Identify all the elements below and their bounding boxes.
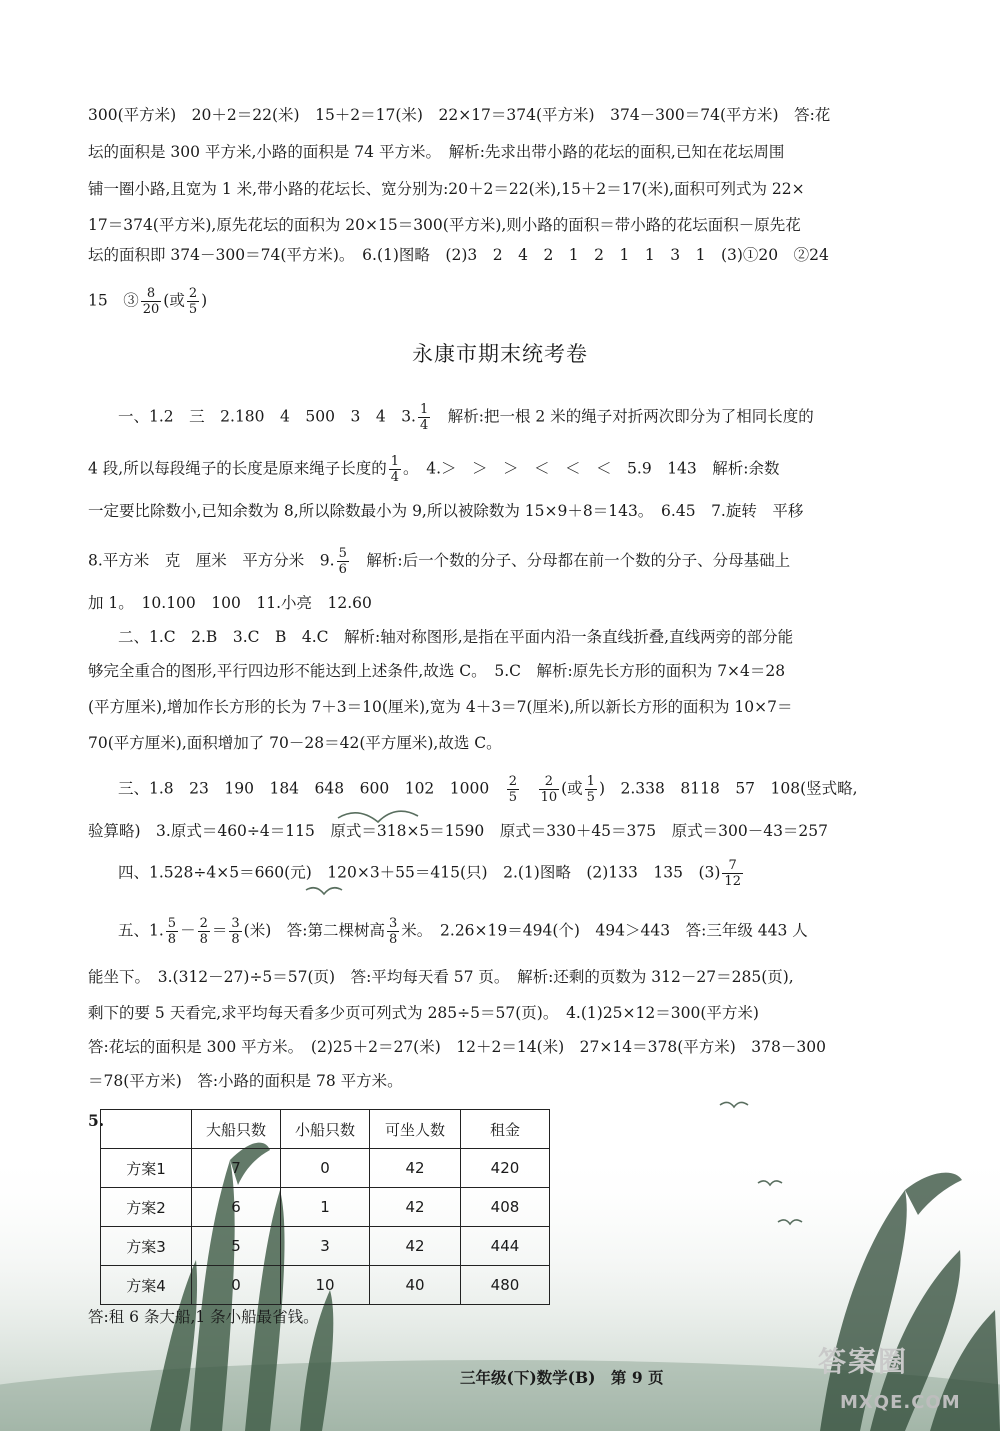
table-header-cell: 小船只数 (281, 1110, 370, 1149)
text-segment: 4 段,所以每段绳子的长度是原来绳子长度的 (88, 459, 387, 478)
text-segment: 解析:后一个数的分子、分母都在前一个数的分子、分母基础上 (350, 551, 791, 570)
table-header-row (101, 1110, 550, 1149)
fraction (337, 546, 349, 577)
table-row (101, 1266, 550, 1305)
question-number: 5. (88, 1111, 105, 1130)
text-segment: 一、1.2 三 2.180 4 500 3 4 3. (118, 407, 416, 426)
answer-line (88, 546, 790, 577)
text-segment: (米) 答:第二棵树高 (243, 921, 385, 940)
table-cell: 10 (281, 1266, 370, 1305)
answer-line: 二、1.C 2.B 3.C B 4.C 解析:轴对称图形,是指在平面内沿一条直线折叠,直线两旁的部分能 (118, 628, 794, 646)
denominator: 8 (231, 932, 240, 947)
denominator: 4 (419, 418, 429, 433)
fraction (387, 916, 399, 947)
denominator: 8 (389, 932, 398, 947)
numerator: 3 (389, 916, 398, 931)
table-cell: 方案1 (101, 1149, 192, 1188)
table-cell: 42 (370, 1227, 461, 1266)
table-cell: 42 (370, 1149, 461, 1188)
denominator: 8 (167, 932, 177, 947)
numerator: 2 (188, 286, 198, 301)
answer-line (88, 286, 207, 317)
table-cell: 方案3 (101, 1227, 192, 1266)
watermark-url: MXQE.COM (840, 1392, 961, 1413)
denominator: 6 (338, 562, 347, 577)
text-segment: 米。 2.26×19＝494(个) 494＞443 答:三年级 443 人 (401, 921, 808, 940)
table-header-cell: 租金 (461, 1110, 550, 1149)
answer-line: 70(平方厘米),面积增加了 70－28＝42(平方厘米),故选 C。 (88, 734, 502, 752)
fraction (229, 916, 241, 947)
answer-line: 验算略) 3.原式＝460÷4＝115 原式＝318×5＝1590 原式＝330＋45＝375 原式＝300－43＝257 (88, 822, 829, 840)
table-cell: 444 (461, 1227, 550, 1266)
table-cell: 方案4 (101, 1266, 192, 1305)
text-segment: (或 (561, 779, 583, 798)
answer-line: 一定要比除数小,已知余数为 8,所以除数最小为 9,所以被除数为 15×9＋8＝143。 6.45 7.旋转 平移 (88, 502, 804, 520)
watermark-logo: 答案圈 (818, 1345, 909, 1378)
table-cell: 40 (370, 1266, 461, 1305)
numerator: 7 (722, 858, 743, 874)
table-cell: 408 (461, 1188, 550, 1227)
boat-rental-table (100, 1109, 550, 1305)
page-footer: 三年级(下)数学(B) 第 9 页 (460, 1368, 664, 1387)
table-row (101, 1227, 550, 1266)
numerator: 8 (141, 286, 162, 302)
table-cell: 42 (370, 1188, 461, 1227)
denominator: 5 (508, 790, 518, 805)
answer-line: 坛的面积是 300 平方米,小路的面积是 74 平方米。 解析:先求出带小路的花坛的面积,已知在花坛周围 (88, 143, 785, 161)
answer-line: 加 1。 10.100 100 11.小亮 12.60 (88, 594, 372, 612)
answer-line (88, 454, 780, 485)
table-cell: 0 (192, 1266, 281, 1305)
table-header-cell: 可坐人数 (370, 1110, 461, 1149)
text-segment: 三、1.8 23 190 184 648 600 102 1000 (118, 779, 490, 798)
answer-line: 答:花坛的面积是 300 平方米。 (2)25＋2＝27(米) 12＋2＝14(米) 27×14＝378(平方米) 378－300 (88, 1038, 826, 1056)
fraction (539, 774, 560, 805)
text-segment: ＝ (211, 921, 228, 940)
table-cell: 6 (192, 1188, 281, 1227)
table-row (101, 1149, 550, 1188)
table-cell: 480 (461, 1266, 550, 1305)
fraction (141, 286, 162, 317)
text-segment: 。 4.＞ ＞ ＞ ＜ ＜ ＜ 5.9 143 解析:余数 (403, 459, 780, 478)
numerator: 3 (231, 916, 240, 931)
fraction (389, 454, 401, 485)
numerator: 5 (338, 546, 347, 561)
numerator: 1 (419, 402, 429, 417)
answer-line: ＝78(平方米) 答:小路的面积是 78 平方米。 (88, 1072, 403, 1090)
answer-line: 剩下的要 5 天看完,求平均每天看多少页可列式为 285÷5＝57(页)。 4.(1)25×12＝300(平方米) (88, 1004, 759, 1022)
numerator: 2 (508, 774, 518, 789)
answer-line: 300(平方米) 20＋2＝22(米) 15＋2＝17(米) 22×17＝374(平方米) 374－300＝74(平方米) 答:花 (88, 106, 831, 124)
answer-line: 铺一圈小路,且宽为 1 米,带小路的花坛长、宽分别为:20＋2＝22(米),15＋2＝17(米),面积可列式为 22× (88, 180, 805, 198)
answer-line (118, 858, 745, 889)
fraction (585, 774, 597, 805)
answer-line (118, 774, 858, 805)
text-segment: － (180, 921, 196, 940)
numerator: 1 (586, 774, 595, 789)
text-segment: 15 ③ (88, 291, 139, 310)
table-cell: 7 (192, 1149, 281, 1188)
table-cell: 3 (281, 1227, 370, 1266)
table-cell: 5 (192, 1227, 281, 1266)
answer-line: 坛的面积即 374－300＝74(平方米)。 6.(1)图略 (2)3 2 4 2 1 2 1 1 3 1 (3)①20 ②24 (88, 246, 829, 264)
text-segment: 8.平方米 克 厘米 平方分米 9. (88, 551, 335, 570)
text-segment: 解析:把一根 2 米的绳子对折两次即分为了相同长度的 (432, 407, 814, 426)
fraction (187, 286, 199, 317)
fraction (722, 858, 743, 889)
table-cell: 1 (281, 1188, 370, 1227)
answer-line (118, 916, 808, 947)
final-answer: 答:租 6 条大船,1 条小船最省钱。 (88, 1308, 319, 1326)
answer-line (118, 402, 814, 433)
numerator: 5 (167, 916, 177, 931)
numerator: 2 (539, 774, 560, 790)
answer-line: 17＝374(平方米),原先花坛的面积为 20×15＝300(平方米),则小路的面积＝带小路的花坛面积－原先花 (88, 216, 801, 234)
table-cell: 420 (461, 1149, 550, 1188)
denominator: 5 (188, 302, 198, 317)
answer-line: (平方厘米),增加作长方形的长为 7＋3＝10(厘米),宽为 4＋3＝7(厘米),所以新长方形的面积为 10×7＝ (88, 698, 793, 716)
denominator: 8 (199, 932, 208, 947)
fraction (166, 916, 178, 947)
text-segment: ) (201, 291, 208, 310)
table-cell: 0 (281, 1149, 370, 1188)
table-header-cell (101, 1110, 192, 1149)
text-segment: 五、1. (118, 921, 164, 940)
fraction (198, 916, 210, 947)
fraction (418, 402, 430, 433)
numerator: 2 (199, 916, 208, 931)
table-row (101, 1188, 550, 1227)
text-segment: (或 (163, 291, 185, 310)
fraction (507, 774, 519, 805)
table-cell: 方案2 (101, 1188, 192, 1227)
answer-line: 能坐下。 3.(312－27)÷5＝57(页) 答:平均每天看 57 页。 解析:还剩的页数为 312－27＝285(页), (88, 968, 794, 986)
denominator: 12 (724, 874, 741, 889)
section-title: 永康市期末统考卷 (412, 342, 588, 366)
table-header-cell: 大船只数 (192, 1110, 281, 1149)
numerator: 1 (390, 454, 399, 469)
denominator: 4 (390, 470, 399, 485)
answer-line: 够完全重合的图形,平行四边形不能达到上述条件,故选 C。 5.C 解析:原先长方形的面积为 7×4＝28 (88, 662, 786, 680)
denominator: 20 (142, 302, 160, 317)
text-segment: ) 2.338 8118 57 108(竖式略, (598, 779, 858, 798)
denominator: 5 (586, 790, 595, 805)
text-segment: 四、1.528÷4×5＝660(元) 120×3＋55＝415(只) 2.(1)图略 (2)133 135 (3) (118, 863, 721, 882)
denominator: 10 (540, 790, 558, 805)
